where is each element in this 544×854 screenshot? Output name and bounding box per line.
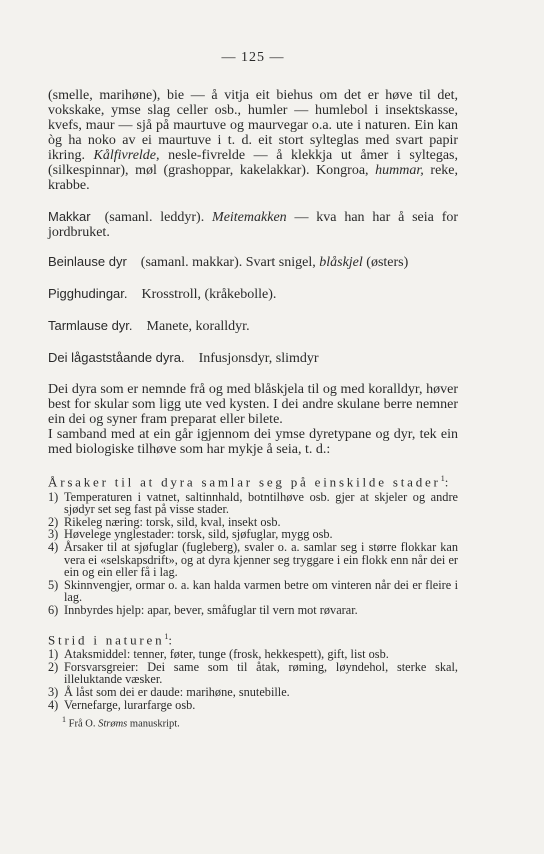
arsaker-title: Årsaker til at dyra samlar seg på einskilde stader — [48, 474, 441, 490]
footnote-number: 1 — [62, 715, 66, 725]
beinlause-italic: blåskjel — [319, 255, 363, 270]
entry-lagaststaande — [48, 350, 458, 366]
heading-makkar: Makkar — [48, 209, 91, 224]
beinlause-end: (østers) — [366, 255, 409, 270]
list-item-number: 1) — [48, 489, 59, 504]
para1-italic2: hummar, — [375, 163, 424, 178]
heading-tarmlause: Tarmlause dyr. — [48, 318, 133, 333]
entry-makkar — [48, 209, 458, 240]
list-item — [48, 686, 458, 699]
list-item-number: 4) — [48, 697, 59, 712]
list-item-text: Temperaturen i vatnet, saltinnhald, botntilhøve osb. gjer at skjeler og andre sjødyr set seg fast på visse stader. — [64, 489, 458, 517]
para1-italic: Kålfivrelde, — [93, 148, 160, 163]
footnote — [62, 715, 458, 730]
makkar-end: — kva han har å seia for jordbruket. — [48, 210, 459, 240]
entry-beinlause — [48, 254, 458, 270]
list-item-text: Skinnvengjer, ormar o. a. kan halda varmen betre om vinteren når dei er fleire i lag. — [64, 577, 458, 605]
list-item-number: 3) — [48, 685, 59, 700]
list-item-text: Innbyrdes hjelp: apar, bever, småfuglar til vern mot røvarar. — [64, 603, 358, 617]
arsaker-list — [48, 491, 458, 617]
pigghudingar-text: Krosstroll, (kråkebolle). — [141, 287, 277, 302]
footnote-italic: Strøms — [98, 718, 128, 730]
page-number: — 125 — — [221, 50, 285, 65]
lagaststaande-text: Infusjonsdyr, slimdyr — [198, 351, 319, 366]
entry-pigghudingar — [48, 286, 458, 302]
para1-cont: nesle-fivrelde — å klekkja ut åmer i syltegas, (silkespinnar), møl (grashoppar, kakelakkar). Kongroa, — [48, 148, 458, 178]
footnote-marker: 1 — [440, 474, 445, 483]
list-item-text: Årsaker til at sjøfuglar (fugleberg), svaler o. a. samlar seg i større flokkar kan vera ei «selskapsdrift», og at dyra kjenner seg tryggare i ein flokk enn når dei er ein og ein eller få i lag. — [64, 540, 458, 580]
paragraph-coastal: Dei dyra som er nemnde frå og med blåskjela til og med koralldyr, høver best for skular som ligg ute ved kysten. I dei andre skulane berre nemner ein dei og syner fram preparat eller bilete. — [48, 382, 458, 427]
paragraph-biology: I samband med at ein går igjennom dei ymse dyretypane og dyr, tek ein med biologiske tilhøve som har mykje å seia, t. d.: — [48, 427, 458, 457]
heading-lagaststaande: Dei lågastståande dyra. — [48, 350, 185, 365]
list-item-number: 6) — [48, 603, 59, 617]
list-item — [48, 541, 458, 579]
makkar-text: (samanl. leddyr). — [104, 210, 205, 225]
list-item-text: Å låst som dei er daude: marihøne, snutebille. — [64, 685, 290, 700]
tarmlause-text: Manete, koralldyr. — [146, 319, 250, 334]
makkar-italic: Meitemakken — [212, 210, 287, 225]
heading-pigghudingar: Pigghudingar. — [48, 286, 128, 301]
section-title-arsaker: Årsaker til at dyra samlar seg på einskilde stader$^1$: — [48, 474, 452, 490]
strid-list — [48, 648, 458, 711]
book-page — [48, 50, 458, 730]
section-title-strid: Strid i naturen$^1$: — [48, 631, 175, 648]
footnote-marker-2: 1 — [164, 631, 169, 641]
list-item-text: Vernefarge, lurarfarge osb. — [64, 697, 196, 712]
footnote-pre: Frå O. — [68, 718, 96, 730]
entry-tarmlause — [48, 318, 458, 334]
para1-end: reke, krabbe. — [48, 163, 458, 193]
heading-beinlause: Beinlause dyr — [48, 254, 127, 269]
list-item — [48, 491, 458, 516]
list-item-number: 2) — [48, 659, 59, 674]
beinlause-text: (samanl. makkar). Svart snigel, — [140, 255, 316, 270]
paragraph-insects — [48, 88, 458, 193]
list-item-text: Rikeleg næring: torsk, sild, kval, insekt osb. — [64, 514, 281, 529]
list-item-number: 2) — [48, 514, 59, 529]
footnote-post: manuskript. — [129, 718, 180, 730]
list-item-text: Høvelege ynglestader: torsk, sild, sjøfuglar, mygg osb. — [64, 527, 333, 542]
list-item-number: 4) — [48, 540, 59, 555]
list-item — [48, 699, 458, 712]
list-item-number: 3) — [48, 527, 59, 542]
list-item — [48, 604, 458, 617]
list-item — [48, 648, 458, 661]
strid-title: Strid i naturen — [48, 632, 165, 648]
list-item-number: 1) — [48, 647, 59, 662]
para1-text: (smelle, marihøne), bie — å vitja eit biehus om det er høve til det, vokskake, ymse slag celler osb., humler — humlebol i insektskasse, kvefs, maur — sjå på maurtuve og maurvegar o.a. ute i naturen. Ein kan òg ha noko av ei maurtuve i t. d. eit stort sylteglas med svart papir ikring. — [48, 88, 458, 163]
list-item — [48, 579, 458, 604]
list-item-text: Forsvarsgreier: Dei same som til åtak, røming, løyndehol, sterke skal, illeluktande væsker. — [64, 659, 458, 687]
list-item-number: 5) — [48, 577, 59, 592]
list-item-text: Ataksmiddel: tenner, føter, tunge (frosk, hekkespett), gift, list osb. — [64, 647, 389, 662]
list-item — [48, 661, 458, 686]
